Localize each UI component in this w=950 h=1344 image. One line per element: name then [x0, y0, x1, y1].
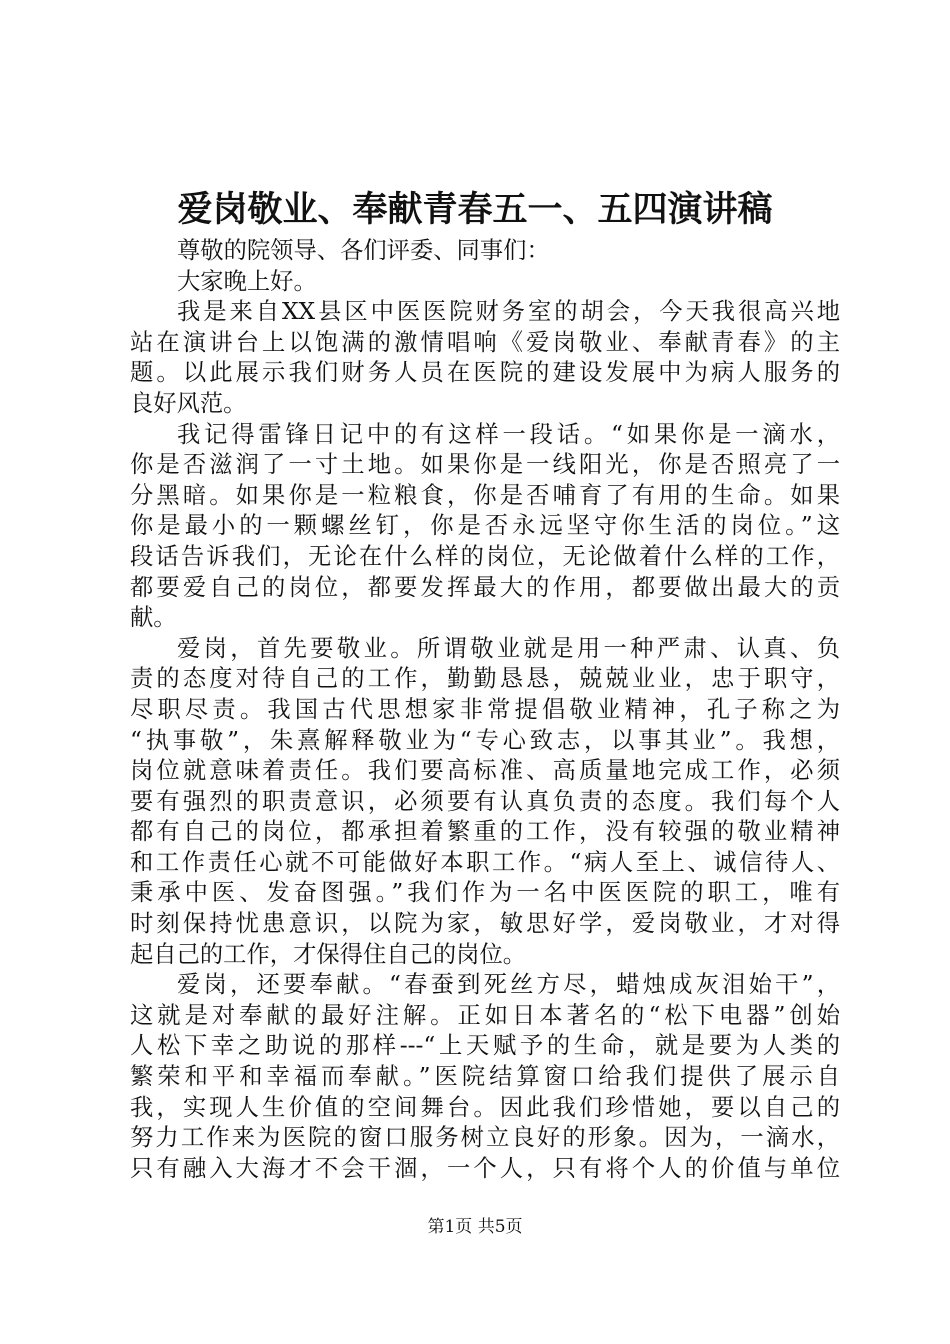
- document-title: 爱岗敬业、奉献青春五一、五四演讲稿: [177, 189, 773, 230]
- paragraph-line: 爱岗，首先要敬业。所谓敬业就是用一种严肃、认真、负: [177, 634, 840, 662]
- paragraph-line: 题。以此展示我们财务人员在医院的建设发展中为病人服务的: [130, 359, 840, 387]
- paragraph-line: 你是最小的一颗螺丝钉，你是否永远坚守你生活的岗位。”这: [130, 512, 840, 540]
- paragraph-line: “执事敬”，朱熹解释敬业为“专心致志，以事其业”。我想，: [130, 726, 840, 754]
- paragraph-line: 献。: [130, 604, 177, 632]
- paragraph-line: 站在演讲台上以饱满的激情唱响《爱岗敬业、奉献青春》的主: [130, 328, 840, 356]
- paragraph-line: 爱岗，还要奉献。“春蚕到死丝方尽，蜡烛成灰泪始干”，: [177, 971, 840, 999]
- paragraph-line: 你是否滋润了一寸土地。如果你是一线阳光，你是否照亮了一: [130, 451, 840, 479]
- paragraph-line: 这就是对奉献的最好注解。正如日本著名的“松下电器”创始: [130, 1001, 840, 1029]
- paragraph-line: 繁荣和平和幸福而奉献。”医院结算窗口给我们提供了展示自: [130, 1063, 840, 1091]
- salutation-line: 尊敬的院领导、各们评委、同事们：: [177, 237, 550, 264]
- paragraph-line: 努力工作来为医院的窗口服务树立良好的形象。因为，一滴水，: [130, 1124, 840, 1152]
- paragraph-line: 岗位就意味着责任。我们要高标准、高质量地完成工作，必须: [130, 757, 840, 785]
- paragraph-line: 都有自己的岗位，都承担着繁重的工作，没有较强的敬业精神: [130, 818, 840, 846]
- paragraph-line: 只有融入大海才不会干涸，一个人，只有将个人的价值与单位: [130, 1154, 840, 1182]
- paragraph-line: 要有强烈的职责意识，必须要有认真负责的态度。我们每个人: [130, 787, 840, 815]
- paragraph-line: 时刻保持忧患意识，以院为家，敏思好学，爱岗敬业，才对得: [130, 910, 840, 938]
- paragraph-line: 责的态度对待自己的工作，勤勤恳恳，兢兢业业，忠于职守，: [130, 665, 840, 693]
- paragraph-line: 秉承中医、发奋图强。”我们作为一名中医医院的职工，唯有: [130, 879, 840, 907]
- paragraph-line: 我记得雷锋日记中的有这样一段话。“如果你是一滴水，: [177, 420, 840, 448]
- document-body: [130, 236, 840, 1184]
- paragraph-line: 尽职尽责。我国古代思想家非常提倡敬业精神，孔子称之为: [130, 695, 840, 723]
- paragraph-line: 和工作责任心就不可能做好本职工作。“病人至上、诚信待人、: [130, 848, 840, 876]
- paragraph-line: 我，实现人生价值的空间舞台。因此我们珍惜她，要以自己的: [130, 1093, 840, 1121]
- paragraph-line: 良好风范。: [130, 389, 247, 417]
- paragraph-line: 我是来自XX县区中医医院财务室的胡会，今天我很高兴地: [177, 298, 840, 326]
- page-number-footer: 第1页 共5页: [427, 1217, 523, 1237]
- paragraph-line: 人松下幸之助说的那样---“上天赋予的生命，就是要为人类的: [130, 1032, 840, 1060]
- paragraph-line: 起自己的工作，才保得住自己的岗位。: [130, 940, 527, 968]
- paragraph-line: 分黑暗。如果你是一粒粮食，你是否哺育了有用的生命。如果: [130, 481, 840, 509]
- paragraph-line: 段话告诉我们，无论在什么样的岗位，无论做着什么样的工作，: [130, 542, 840, 570]
- greeting-line: 大家晚上好。: [177, 267, 317, 295]
- paragraph-line: 都要爱自己的岗位，都要发挥最大的作用，都要做出最大的贡: [130, 573, 840, 601]
